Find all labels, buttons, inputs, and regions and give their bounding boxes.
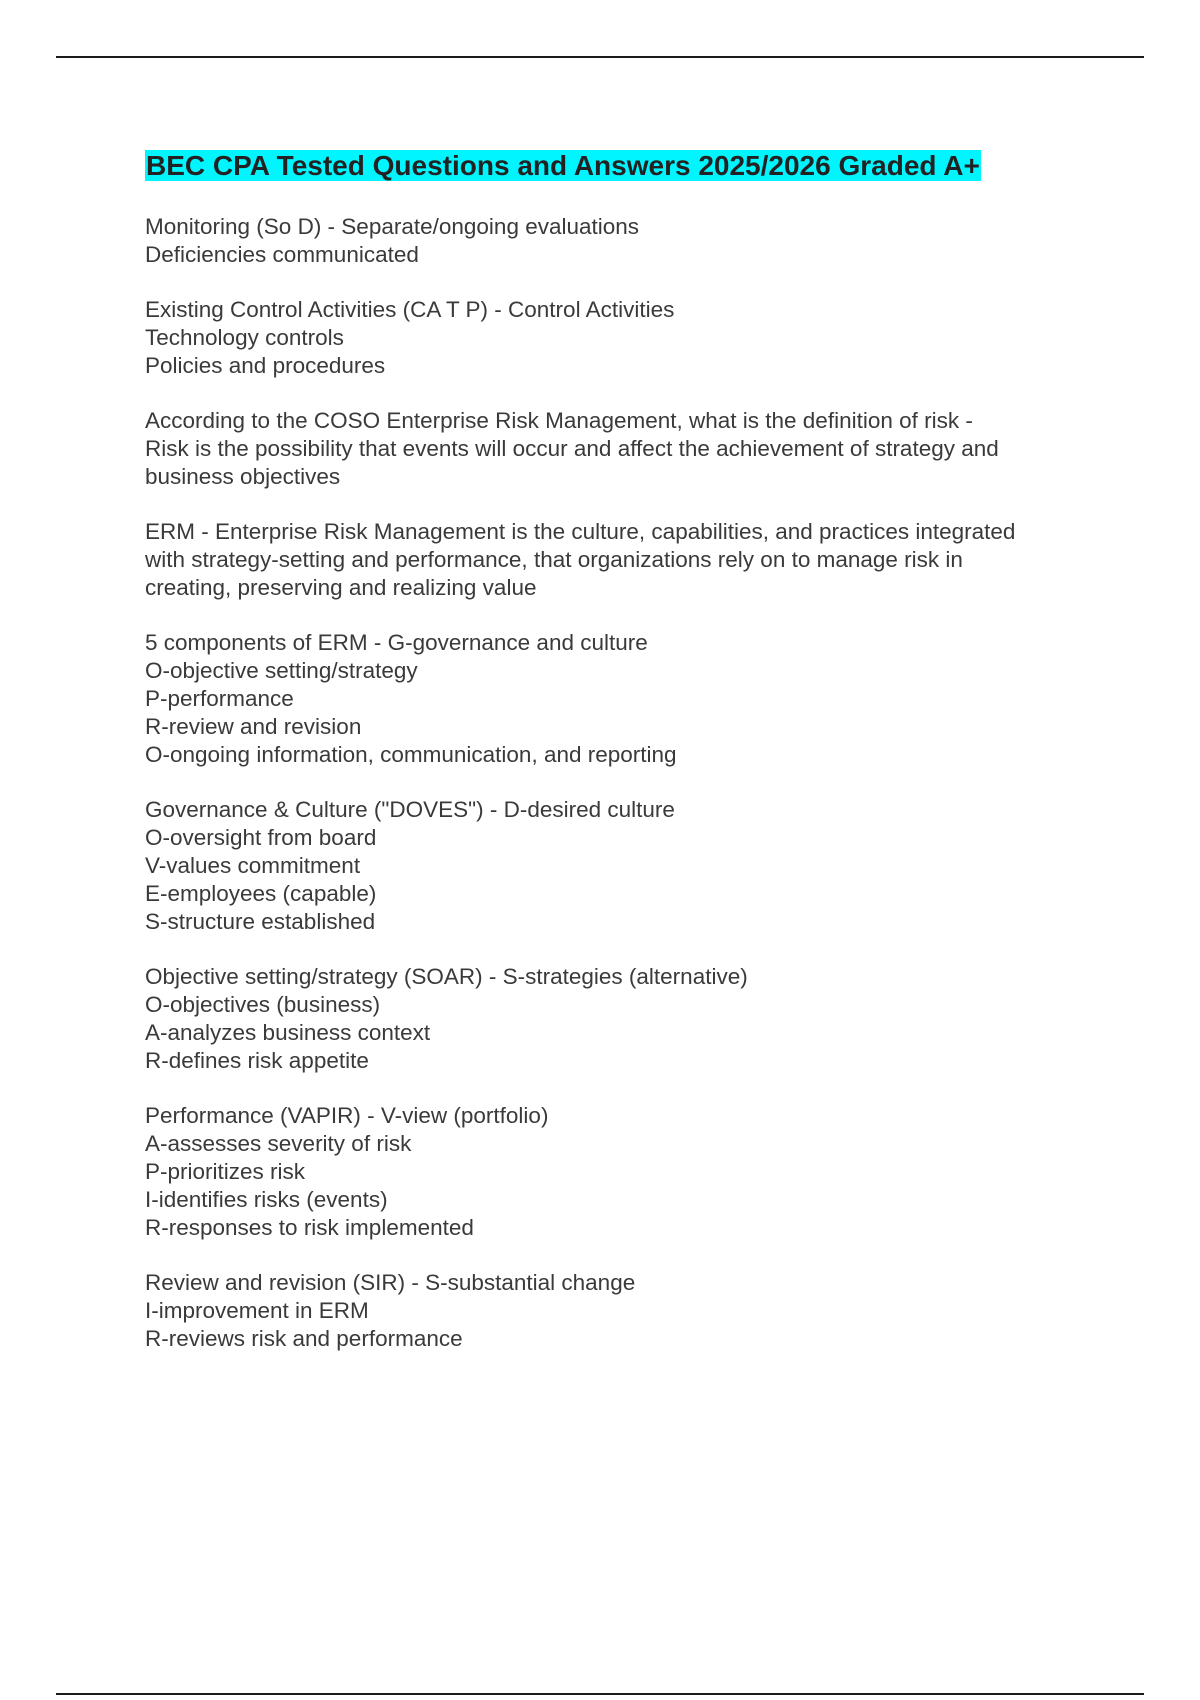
qa-entry: [145, 1102, 1085, 1242]
qa-answer-line: P-performance: [145, 686, 294, 711]
qa-answer-line: R-responses to risk implemented: [145, 1215, 474, 1240]
qa-answer-line: Policies and procedures: [145, 353, 386, 378]
qa-entry: [145, 213, 1085, 269]
document-title: [145, 146, 1085, 185]
qa-question-line: Objective setting/strategy (SOAR) - S-strategies (alternative): [145, 964, 748, 989]
qa-answer-line: with strategy-setting and performance, that organizations rely on to manage risk in: [145, 547, 963, 572]
qa-answer-line: R-review and revision: [145, 714, 362, 739]
top-rule: [56, 56, 1144, 58]
qa-answer-line: E-employees (capable): [145, 881, 377, 906]
qa-answer-line: R-reviews risk and performance: [145, 1326, 463, 1351]
qa-answer-line: O-objectives (business): [145, 992, 381, 1017]
qa-answer-line: O-oversight from board: [145, 825, 377, 850]
qa-entry: [145, 296, 1085, 380]
qa-answer-line: R-defines risk appetite: [145, 1048, 369, 1073]
qa-answer-line: I-identifies risks (events): [145, 1187, 388, 1212]
qa-question-line: Review and revision (SIR) - S-substantial change: [145, 1270, 636, 1295]
qa-answer-line: creating, preserving and realizing value: [145, 575, 537, 600]
qa-answer-line: S-structure established: [145, 909, 376, 934]
qa-question-line: Performance (VAPIR) - V-view (portfolio): [145, 1103, 549, 1128]
qa-question-line: According to the COSO Enterprise Risk Management, what is the definition of risk -: [145, 408, 973, 433]
document-title-text: BEC CPA Tested Questions and Answers 2025/2026 Graded A+: [146, 150, 980, 181]
qa-entry: [145, 963, 1085, 1075]
document-body: [145, 146, 1085, 1380]
qa-question-line: 5 components of ERM - G-governance and culture: [145, 630, 648, 655]
qa-question-line: Monitoring (So D) - Separate/ongoing evaluations: [145, 214, 640, 239]
qa-answer-line: I-improvement in ERM: [145, 1298, 369, 1323]
qa-question-line: ERM - Enterprise Risk Management is the culture, capabilities, and practices integrated: [145, 519, 1016, 544]
qa-entry: [145, 518, 1085, 602]
qa-answer-line: Technology controls: [145, 325, 344, 350]
qa-question-line: Governance & Culture ("DOVES") - D-desired culture: [145, 797, 675, 822]
qa-answer-line: A-assesses severity of risk: [145, 1131, 412, 1156]
qa-entry: [145, 796, 1085, 936]
qa-entry: [145, 407, 1085, 491]
qa-answer-line: P-prioritizes risk: [145, 1159, 306, 1184]
qa-answer-line: O-ongoing information, communication, and reporting: [145, 742, 677, 767]
qa-entry: [145, 629, 1085, 769]
qa-answer-line: Risk is the possibility that events will occur and affect the achievement of strategy and: [145, 436, 999, 461]
qa-answer-line: business objectives: [145, 464, 341, 489]
qa-answer-line: V-values commitment: [145, 853, 361, 878]
qa-question-line: Existing Control Activities (CA T P) - Control Activities: [145, 297, 675, 322]
qa-answer-line: O-objective setting/strategy: [145, 658, 418, 683]
bottom-rule: [56, 1693, 1144, 1695]
qa-answer-line: A-analyzes business context: [145, 1020, 431, 1045]
qa-answer-line: Deficiencies communicated: [145, 242, 419, 267]
qa-entry: [145, 1269, 1085, 1353]
qa-list: [145, 213, 1085, 1353]
